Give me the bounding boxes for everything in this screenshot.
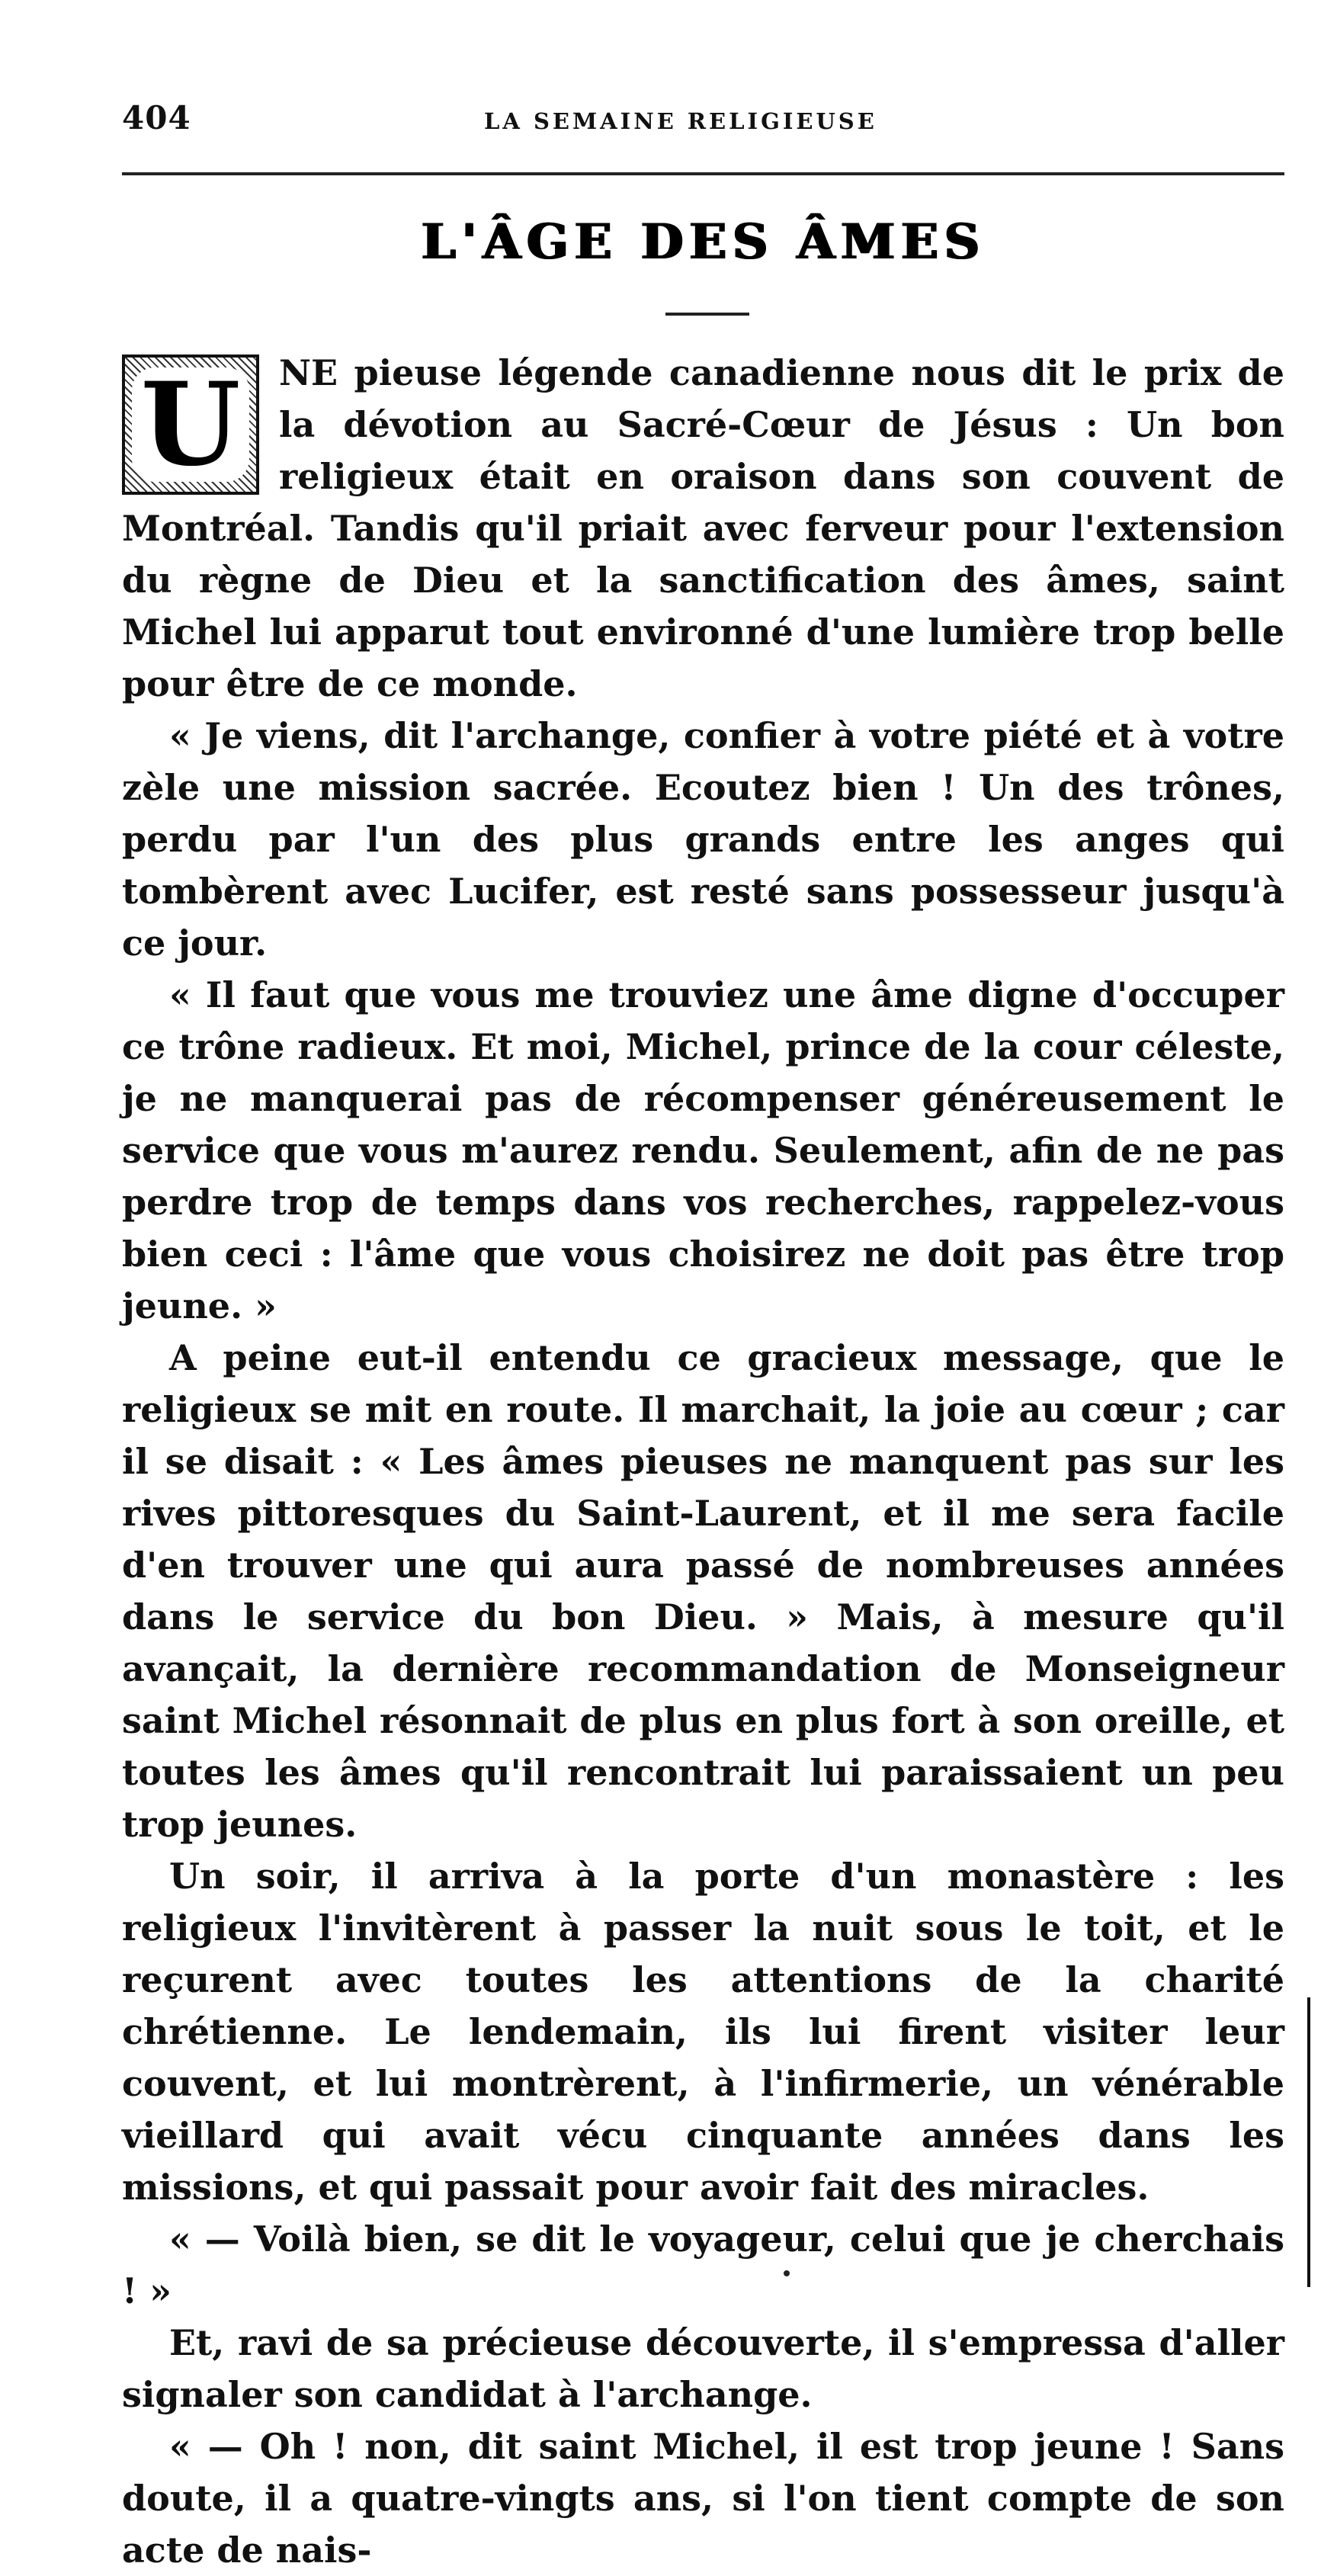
paragraph: Et, ravi de sa précieuse découverte, il s'empressa d'aller signaler son candidat à l'archange. [122,2322,1284,2415]
paragraph: « — Oh ! non, dit saint Michel, il est trop jeune ! Sans doute, il a quatre-vingts ans, si l'on tient compte de son acte de nais- [122,2426,1284,2571]
article-body [122,347,1284,2576]
page-header [122,99,1284,145]
running-head: LA SEMAINE RELIGIEUSE [484,108,877,134]
paragraph: « Il faut que vous me trouviez une âme digne d'occuper ce trône radieux. Et moi, Michel, prince de la cour céleste, je ne manquerai pas de récompenser généreusement le service que vous m'aurez rendu. Seulement, afin de ne pas perdre trop de temps dans vos recherches, rappelez-vous bien ceci : l'âme que vous choisirez ne doit pas être trop jeune. » [122,974,1284,1326]
drop-cap-ornament [122,354,259,495]
paragraph: « Je viens, dit l'archange, confier à votre piété et à votre zèle une mission sacrée. Ecoutez bien ! Un des trônes, perdu par l'un des plus grands entre les anges qui tombèrent avec Lucifer, est resté sans possesseur jusqu'à ce jour. [122,715,1284,964]
page-edge-mark [1307,1997,1310,2287]
ink-dot [784,2270,790,2276]
drop-cap-letter: U [132,367,250,482]
paragraph: A peine eut-il entendu ce gracieux message, que le religieux se mit en route. Il marchait, la joie au cœur ; car il se disait : « Les âmes pieuses ne manquent pas sur les rives pittoresques du Saint-Laurent, et il me sera facile d'en trouver une qui aura passé de nombreuses années dans le service du bon Dieu. » Mais, à mesure qu'il avançait, la dernière recommandation de Monseigneur saint Michel résonnait de plus en plus fort à son oreille, et toutes les âmes qu'il rencontrait lui paraissaient un peu trop jeunes. [122,1337,1284,1845]
page-number: 404 [122,99,191,136]
header-rule [122,172,1284,175]
paragraph: Un soir, il arriva à la porte d'un monastère : les religieux l'invitèrent à passer la nuit sous le toit, et le reçurent avec toutes les attentions de la charité chrétienne. Le lendemain, ils lui firent visiter leur couvent, et lui montrèrent, à l'infirmerie, un vénérable vieillard qui avait vécu cinquante années dans les missions, et qui passait pour avoir fait des miracles. [122,1856,1284,2208]
paragraph: « — Voilà bien, se dit le voyageur, celui que je cherchais ! » [122,2218,1284,2311]
paragraph: NE pieuse légende canadienne nous dit le prix de la dévotion au Sacré-Cœur de Jésus : Un bon religieux était en oraison dans son couvent de Montréal. Tandis qu'il priait avec ferveur pour l'extension du règne de Dieu et la sanctification des âmes, saint Michel lui apparut tout environné d'une lumière trop belle pour être de ce monde. [122,352,1284,704]
title-divider [665,313,749,316]
article-title: L'ÂGE DES ÂMES [421,213,986,271]
